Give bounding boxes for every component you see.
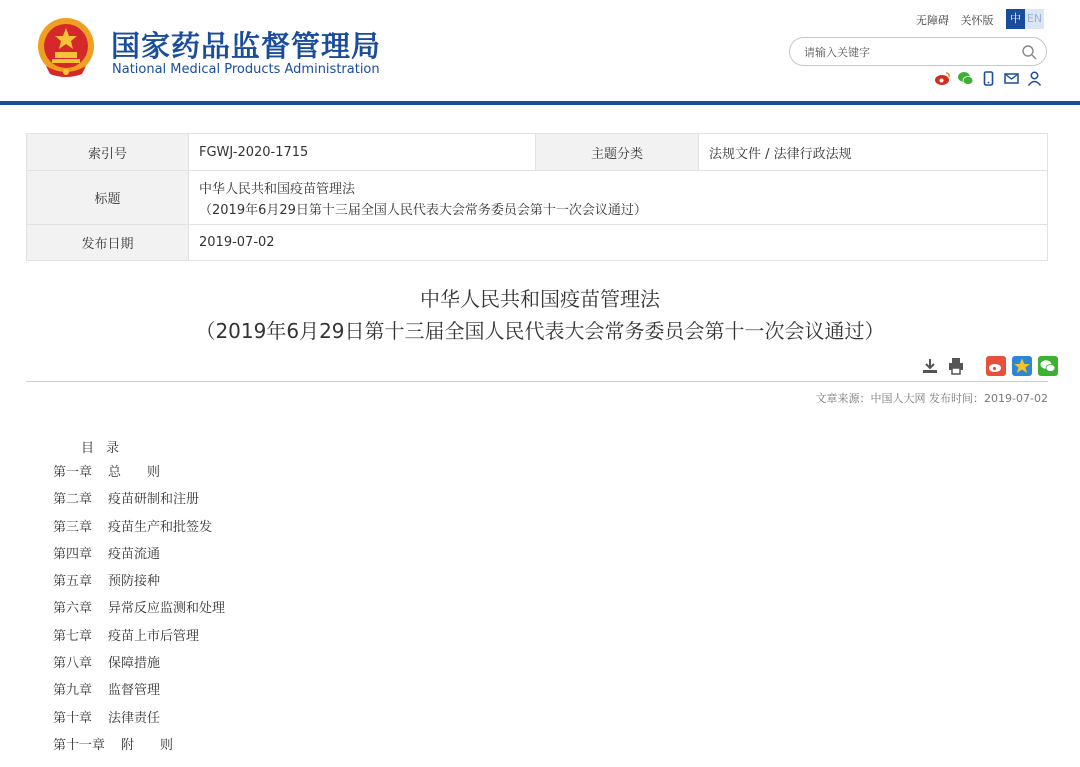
- toc-chapter-number: 第三章: [53, 519, 93, 535]
- toc-chapter-number: 第一章: [53, 465, 93, 480]
- toc-chapter-number: 第四章: [53, 546, 93, 562]
- lang-zh-button[interactable]: 中: [1006, 9, 1025, 29]
- index-label: 索引号: [27, 134, 189, 171]
- top-links: [916, 12, 1002, 28]
- toc-chapter-number: 第六章: [53, 601, 93, 617]
- title-value-line2: （2019年6月29日第十三届全国人民代表大会常务委员会第十一次会议通过）: [199, 202, 647, 218]
- mail-icon[interactable]: [1003, 70, 1020, 87]
- toc-item[interactable]: [53, 681, 225, 708]
- toc-item[interactable]: [53, 490, 225, 517]
- download-icon[interactable]: [920, 356, 940, 376]
- share-weibo-icon[interactable]: [986, 356, 1006, 376]
- article-divider: [26, 381, 1048, 382]
- document-info-table: [26, 133, 1048, 261]
- header-divider: [0, 101, 1080, 105]
- toc-chapter-name: 疫苗生产和批签发: [108, 519, 213, 535]
- article-tools: [920, 356, 1058, 376]
- print-icon[interactable]: [946, 356, 966, 376]
- search-box: [789, 37, 1047, 66]
- toc-chapter-number: 第八章: [53, 656, 93, 672]
- title-value: [189, 171, 1048, 225]
- user-icon[interactable]: [1026, 70, 1043, 87]
- toc-item[interactable]: [53, 572, 225, 599]
- weibo-icon[interactable]: [934, 70, 951, 87]
- title-value-line1: 中华人民共和国疫苗管理法: [199, 181, 356, 197]
- toc-chapter-name: 预防接种: [108, 574, 161, 590]
- share-qzone-icon[interactable]: [1012, 356, 1032, 376]
- article-title-line2: （2019年6月29日第十三届全国人民代表大会常务委员会第十一次会议通过）: [195, 319, 885, 343]
- index-value: FGWJ-2020-1715: [189, 134, 536, 171]
- toc-chapter-name: 异常反应监测和处理: [108, 601, 226, 617]
- share-wechat-icon[interactable]: [1038, 356, 1058, 376]
- toc-chapter-number: 第十一章: [53, 737, 106, 753]
- search-input[interactable]: [804, 43, 1014, 61]
- toc-item[interactable]: [53, 518, 225, 545]
- wechat-icon[interactable]: [957, 70, 974, 87]
- article-title: [0, 283, 1080, 347]
- category-value: 法规文件 / 法律行政法规: [699, 134, 1048, 171]
- toc-chapter-name: 疫苗研制和注册: [108, 492, 200, 508]
- toc-item[interactable]: [53, 709, 225, 736]
- national-emblem-icon: [36, 16, 96, 78]
- search-icon[interactable]: [1021, 44, 1037, 60]
- toc-item[interactable]: [53, 599, 225, 626]
- table-of-contents: [53, 463, 225, 763]
- toc-chapter-name: 附 则: [121, 737, 174, 753]
- site-subtitle: National Medical Products Administration: [112, 62, 380, 77]
- article-source: 文章来源：中国人大网 发布时间：2019-07-02: [815, 392, 1048, 405]
- title-label: 标题: [27, 171, 189, 225]
- toc-chapter-name: 保障措施: [108, 656, 161, 672]
- elderly-mode-link[interactable]: 关怀版: [960, 14, 994, 27]
- toc-item[interactable]: [53, 736, 225, 763]
- toc-item[interactable]: [53, 627, 225, 654]
- mobile-icon[interactable]: [980, 70, 997, 87]
- toc-chapter-number: 第七章: [53, 628, 93, 644]
- toc-chapter-number: 第九章: [53, 683, 93, 699]
- lang-en-button[interactable]: EN: [1025, 9, 1044, 29]
- date-label: 发布日期: [27, 225, 189, 261]
- toc-chapter-name: 疫苗流通: [108, 546, 161, 562]
- language-switch: [1006, 9, 1044, 29]
- toc-item[interactable]: [53, 545, 225, 572]
- date-value: 2019-07-02: [189, 225, 1048, 261]
- toc-chapter-name: 疫苗上市后管理: [108, 628, 200, 644]
- social-links: [934, 70, 1043, 87]
- category-label: 主题分类: [536, 134, 699, 171]
- site-header: [0, 0, 1080, 104]
- toc-chapter-name: 法律责任: [108, 710, 161, 726]
- toc-chapter-number: 第五章: [53, 574, 93, 590]
- accessibility-link[interactable]: 无障碍: [916, 14, 949, 27]
- toc-chapter-name: 总 则: [108, 465, 161, 480]
- toc-heading: 目 录: [81, 441, 124, 456]
- toc-chapter-number: 第二章: [53, 492, 93, 508]
- toc-item[interactable]: [53, 463, 225, 490]
- toc-item[interactable]: [53, 654, 225, 681]
- toc-chapter-name: 监督管理: [108, 683, 161, 699]
- site-title[interactable]: 国家药品监督管理局: [111, 29, 382, 63]
- toc-chapter-number: 第十章: [53, 710, 93, 726]
- article-title-line1: 中华人民共和国疫苗管理法: [420, 287, 660, 311]
